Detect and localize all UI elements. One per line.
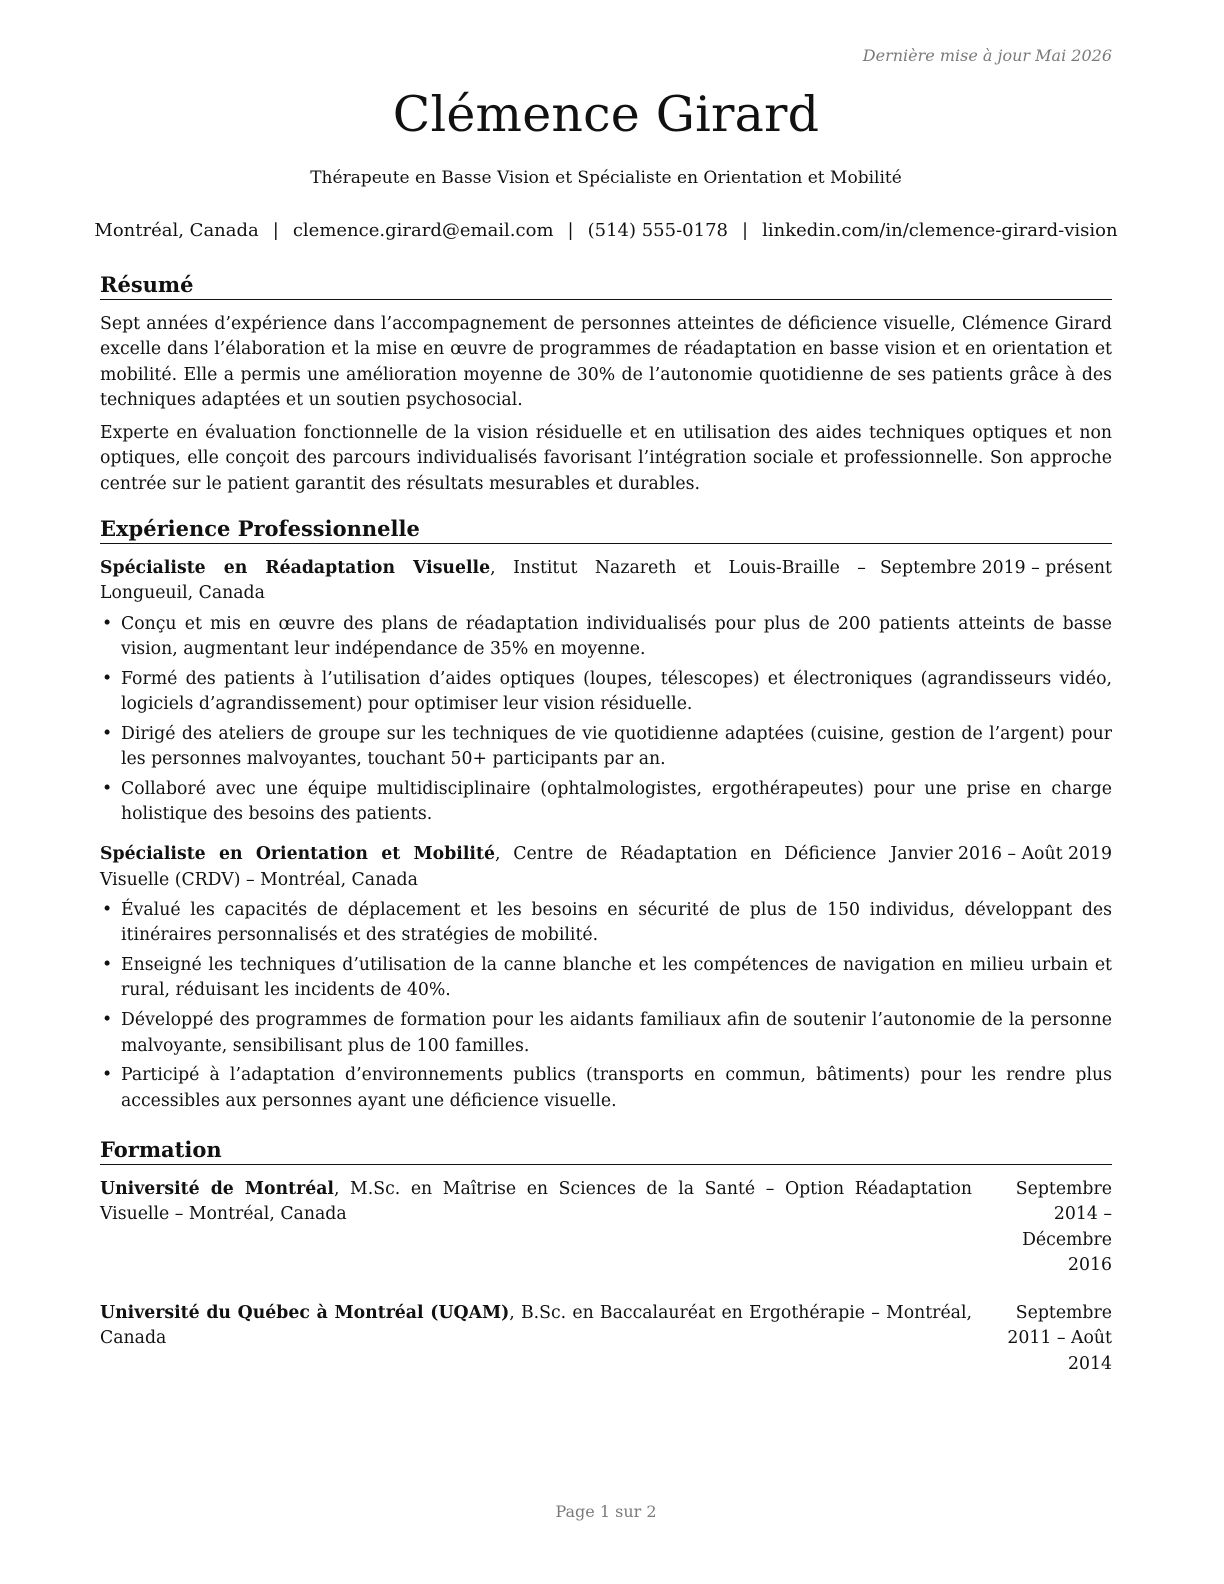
list-item: • Formé des patients à l’utilisation d’aides optiques (loupes, télescopes) et électroniques (agrandisseurs vidéo, logiciels d’agrandissement) pour optimiser leur vision résiduelle. — [100, 667, 1112, 718]
page-number: Page 1 sur 2 — [555, 1502, 657, 1521]
contact-phone[interactable]: (514) 555-0178 — [587, 220, 728, 241]
job-entry — [100, 556, 1112, 827]
education-detail: , B.Sc. en Baccalauréat en Ergothérapie – Montréal, Canada — [100, 1303, 972, 1349]
list-item: • Enseigné les techniques d’utilisation de la canne blanche et les compétences de navigation en milieu urbain et rural, réduisant les incidents de 40%. — [100, 953, 1112, 1004]
list-item: • Évalué les capacités de déplacement et les besoins en sécurité de plus de 150 individus, développant des itinéraires personnalisés et des stratégies de mobilité. — [100, 898, 1112, 949]
experience-section — [100, 515, 1112, 1118]
job-role: Spécialiste en Réadaptation Visuelle — [100, 558, 491, 578]
job-header — [100, 842, 1112, 893]
education-school-detail — [100, 1177, 972, 1278]
job-title: Thérapeute en Basse Vision et Spécialiste en Orientation et Mobilité — [310, 168, 902, 188]
education-entry — [100, 1301, 1112, 1377]
job-org: , Centre de Réadaptation en Déficience Visuelle (CRDV) – Montréal, Canada — [100, 844, 877, 890]
job-role: Spécialiste en Orientation et Mobilité — [100, 844, 495, 865]
list-item: • Dirigé des ateliers de groupe sur les techniques de vie quotidienne adaptées (cuisine, gestion de l’argent) pour les personnes malvoyantes, touchant 50+ participants par an. — [100, 722, 1112, 773]
job-org: , Institut Nazareth et Louis-Braille – Longueuil, Canada — [100, 558, 866, 604]
contact-location: Montréal, Canada — [94, 220, 259, 241]
job-dates: Janvier 2016 – Août 2019 — [890, 844, 1112, 865]
job-role-org — [100, 842, 876, 893]
list-item: • Collaboré avec une équipe multidisciplinaire (ophtalmologistes, ergothérapeutes) pour une prise en charge holistique des besoins des patients. — [100, 777, 1112, 828]
education-section — [100, 1136, 1112, 1400]
job-bullets — [100, 898, 1112, 1114]
summary-paragraph: Sept années d’expérience dans l’accompagnement de personnes atteintes de déficience visuelle, Clémence Girard excelle dans l’élaboration et la mise en œuvre de programmes de réadaptation en basse vision et en orientation et mobilité. Elle a permis une amélioration moyenne de 30% de l’autonomie quotidienne de ses patients grâce à des techniques adaptées et un soutien psychosocial. — [100, 314, 1112, 410]
job-entry — [100, 842, 1112, 1113]
list-item: • Développé des programmes de formation pour les aidants familiaux afin de soutenir l’autonomie de la personne malvoyante, sensibilisant plus de 100 familles. — [100, 1008, 1112, 1059]
last-updated: Dernière mise à jour Mai 2026 — [862, 46, 1112, 65]
separator: | — [272, 220, 279, 241]
education-school: Université du Québec à Montréal (UQAM) — [100, 1303, 510, 1324]
contact-line — [90, 220, 1122, 241]
separator: | — [567, 220, 574, 241]
contact-linkedin[interactable]: linkedin.com/in/clemence-girard-vision — [762, 220, 1118, 241]
education-dates: Septembre 2011 – Août 2014 — [1007, 1303, 1112, 1374]
list-item: • Participé à l’adaptation d’environnements publics (transports en commun, bâtiments) pour les rendre plus accessibles aux personnes ayant une déficience visuelle. — [100, 1063, 1112, 1114]
education-school: Université de Montréal — [100, 1179, 334, 1199]
job-header — [100, 556, 1112, 607]
education-entry — [100, 1177, 1112, 1278]
education-school-detail — [100, 1301, 972, 1377]
section-title-experience: Expérience Professionnelle — [100, 515, 1112, 544]
list-item: • Conçu et mis en œuvre des plans de réadaptation individualisés pour plus de 200 patients atteints de basse vision, augmentant leur indépendance de 35% en moyenne. — [100, 612, 1112, 663]
section-title-summary: Résumé — [100, 271, 1112, 300]
summary-section — [100, 271, 1112, 505]
job-bullets — [100, 612, 1112, 828]
education-dates: Septembre 2014 – Décembre 2016 — [1015, 1179, 1112, 1275]
contact-email[interactable]: clemence.girard@email.com — [292, 220, 554, 241]
separator: | — [741, 220, 749, 241]
summary-paragraph: Experte en évaluation fonctionnelle de la vision résiduelle et en utilisation des aides techniques optiques et non optiques, elle conçoit des parcours individualisés favorisant l’intégration sociale et professionnelle. Son approche centrée sur le patient garantit des résultats mesurables et durables. — [100, 423, 1112, 494]
person-name: Clémence Girard — [392, 86, 820, 143]
education-detail: , M.Sc. en Maîtrise en Sciences de la Santé – Option Réadaptation Visuelle – Montréal, Canada — [100, 1179, 972, 1225]
section-title-education: Formation — [100, 1136, 1112, 1165]
resume-page — [94, 0, 1118, 1584]
job-role-org — [100, 556, 866, 607]
job-dates: Septembre 2019 – présent — [879, 558, 1112, 578]
